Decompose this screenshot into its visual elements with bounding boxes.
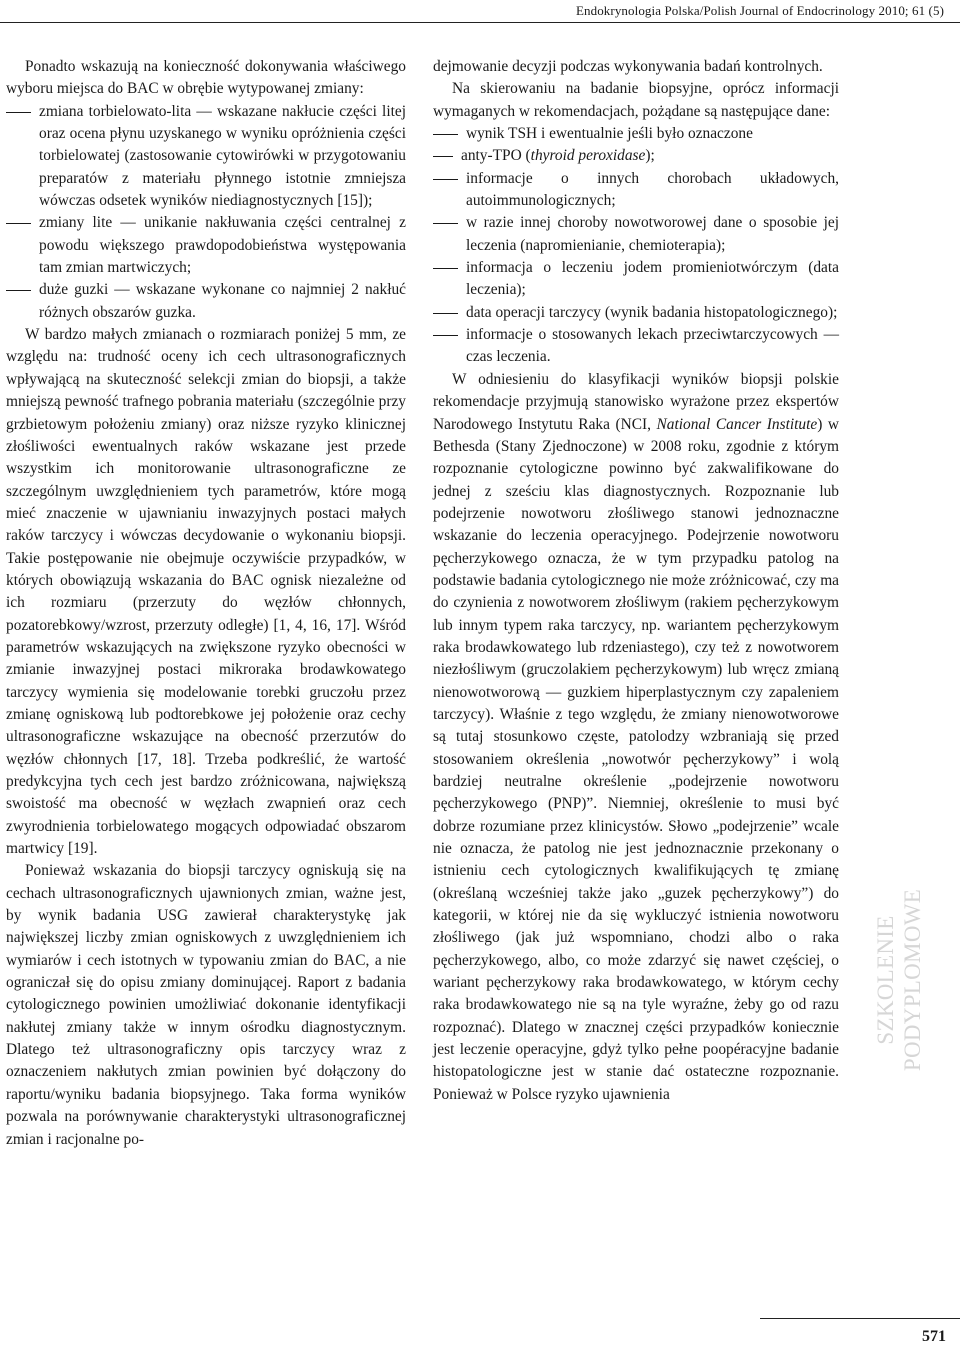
- paragraph-classification: W odniesieniu do klasyfikacji wyników biopsji polskie rekomendacje przyjmują stanowisko wyrażone przez ekspertów Narodowego Instytutu Raka (NCI, National Cancer Institute) w Bethesda (Stany Zjednoczone) w 2008 roku, zgodnie z którym rozpoznanie cytologiczne powinno być zakwalifikowane do jednej z sześciu klas diagnostycznych. Rozpoznanie lub podejrzenie nowotworu złośliwego stanowi jednoznaczne wskazanie do leczenia operacyjnego. Podejrzenie nowotworu pęcherzykowego oznacza, że w tym przypadku patolog na podstawie badania cytologicznego nie może zróżnicować, czy ma do czynienia z nowotworem złośliwym (rakiem pęcherzykowym lub innym typem raka tarczycy, np. wariantem pęcherzykowym raka brodawkowatego lub rdzeniastego), czy też z nowotworem niezłośliwym (gruczolakiem pęcherzykowym) lub wręcz zmianą nienowotworową — guzkiem hiperplastycznym czy zapaleniem tarczycy). Właśnie z tego względu, że zmiany nienowotworowe są tutaj stosunkowo częste, patolodzy wzbraniają się przed stosowaniem określenia „nowotwór pęcherzykowy” i wolą bardziej neutralne określenie „podejrzenie nowotworu pęcherzykowego (PNP)”. Niemniej, określenie to musi być dobrze rozumiane przez klinicystów. Słowo „podejrzenie” wcale nie oznacza, że patolog nie jest jednoznacznie przekonany o istnieniu cech cytologicznych kwalifikujących tę zmianę (określaną wcześniej także jako „guzek pęcherzykowy”) do kategorii, w której nie da się wykluczyć istnienia nowotworu złośliwego (jak już wspomniano, chodzi albo o raka pęcherzykowego, albo, co może zdarzyć się nawet częściej, o wariant pęcherzykowy raka brodawkowatego, w którym cechy raka brodawkowatego nie są na tyle wyraźne, żeby go od razu rozpoznać). Dlatego w znacznej części przypadków koniecznie jest leczenie operacyjne, gdyż tylko pełne poopéracyjne badanie histopatologiczne jest w stanie dać ostateczne rozpoznanie. Ponieważ w Polsce ryzyko ujawnienia: [433, 370, 840, 1103]
- section-label-line1: SZKOLENIE: [873, 915, 898, 1045]
- paragraph-intro: Ponadto wskazują na konieczność dokonywania właściwego wyboru miejsca do BAC w obrębie wytypowanej zmiany:: [6, 58, 406, 98]
- list-item: duże guzki — wskazane wykonane co najmniej 2 nakłuć różnych obszarów guzka.: [6, 279, 406, 324]
- list-item: zmiana torbielowato-lita — wskazane nakłucie części litej oraz ocena płynu uzyskanego w wyniku opróżnienia części torbielowatej (zastosowanie cytowirówki w przygotowaniu preparatów z materiału płynnego istotnie zmniejsza wówczas odsetek wyników niediagnostycznych [15]);: [6, 101, 406, 213]
- section-label-vertical: [864, 860, 948, 1100]
- paragraph-continuation: dejmowanie decyzji podczas wykonywania badań kontrolnych.: [433, 58, 823, 75]
- page-number: 571: [922, 1328, 946, 1345]
- dash-list-puncture-sites: [6, 101, 406, 324]
- footer-rule: [760, 1318, 960, 1319]
- list-item: wynik TSH i ewentualnie jeśli było oznaczone: [433, 123, 839, 145]
- right-column: [433, 56, 839, 1106]
- left-column: [6, 56, 406, 1151]
- paragraph-usg-report: Ponieważ wskazania do biopsji tarczycy ogniskują się na cechach ultrasonograficznych ujawnionych zmian, ważne jest, by wynik badania USG zawierał charakterystykę jak największej liczby zmian ogniskowych z uwzględnieniem ich wymiarów i cech istotnych w typowaniu zmian do BAC, a nie ograniczał się do opisu zmiany dominującej. Raport z badania cytologicznego powinien umożliwiać dokonanie identyfikacji nakłutej zmiany także w innym ośrodku diagnostycznym. Dlatego też ultrasonograficzny opis tarczycy wraz z oznaczeniem nakłutych zmian powinien być dołączony do raportu/wyniku badania biopsyjnego. Taka forma wyników pozwala na porównywanie charakterystyki ultrasonograficznej zmian i racjonalne po-: [6, 862, 406, 1148]
- list-item: data operacji tarczycy (wynik badania histopatologicznego);: [433, 302, 839, 324]
- dash-list-referral-data: [433, 123, 839, 369]
- list-subitem: anty-TPO (thyroid peroxidase);: [433, 145, 839, 167]
- list-item: informacje o stosowanych lekach przeciwtarczycowych — czas leczenia.: [433, 324, 839, 369]
- paragraph-referral: Na skierowaniu na badanie biopsyjne, oprócz informacji wymaganych w rekomendacjach, pożądane są następujące dane:: [433, 80, 839, 120]
- section-label-line2: PODYPLOMOWE: [900, 888, 925, 1072]
- list-item: informacja o leczeniu jodem promieniotwórczym (data leczenia);: [433, 257, 839, 302]
- journal-title: Endokrynologia Polska/Polish Journal of Endocrinology 2010; 61 (5): [575, 3, 944, 18]
- list-item: informacje o innych chorobach układowych, autoimmunologicznych;: [433, 168, 839, 213]
- list-item: w razie innej choroby nowotworowej dane o sposobie jej leczenia (napromienianie, chemioterapia);: [433, 212, 839, 257]
- list-item: zmiany lite — unikanie nakłuwania części centralnej z powodu większego prawdopodobieństwa występowania tam zmian martwiczych;: [6, 212, 406, 279]
- journal-header: [0, 0, 960, 23]
- paragraph-small-lesions: W bardzo małych zmianach o rozmiarach poniżej 5 mm, ze względu na: trudność oceny ich cech ultrasonograficznych wpływającą na skuteczność selekcji zmian do biopsji, a także mniejszą pewność trafnego pobrania materiału (szczególnie przy grzbietowym położeniu zmiany) oraz niższe ryzyko klinicznej złośliwości ewentualnych raków wskazane jest przede wszystkim ich monitorowanie ultrasonograficzne ze szczególnym uwzględnieniem tych parametrów, które mogą mieć znaczenie w ujawnianiu inwazyjnych postaci małych raków tarczycy i wówczas decydowanie o wykonaniu biopsji. Takie postępowanie nie obejmuje oczywiście przypadków, w których obowiązują wskazania do BAC ognisk niezależne od ich rozmiaru (przerzuty do węzłów chłonnych, pozatorebkowy/wzrost, przerzuty odległe) [1, 4, 16, 17]. Wśród parametrów wskazujących na zwiększone ryzyko obecności w zmianie inwazyjnej postaci mikroraka brodawkowatego tarczycy wymienia się modelowanie torebki gruczołu przez zmianę ogniskową lub podtorebkowe jej położenie oraz cechy ultrasonograficzne wskazujące na obecność przerzutów do węzłów chłonnych [17, 18]. Trzeba podkreślić, że wartość predykcyjna tych cech jest bardzo zróżnicowana, największą swoistość ma obecność w węzłach zwapnień oraz cech zwyrodnienia torbielowatego mogących odpowiadać obszarom martwicy [19].: [6, 326, 406, 858]
